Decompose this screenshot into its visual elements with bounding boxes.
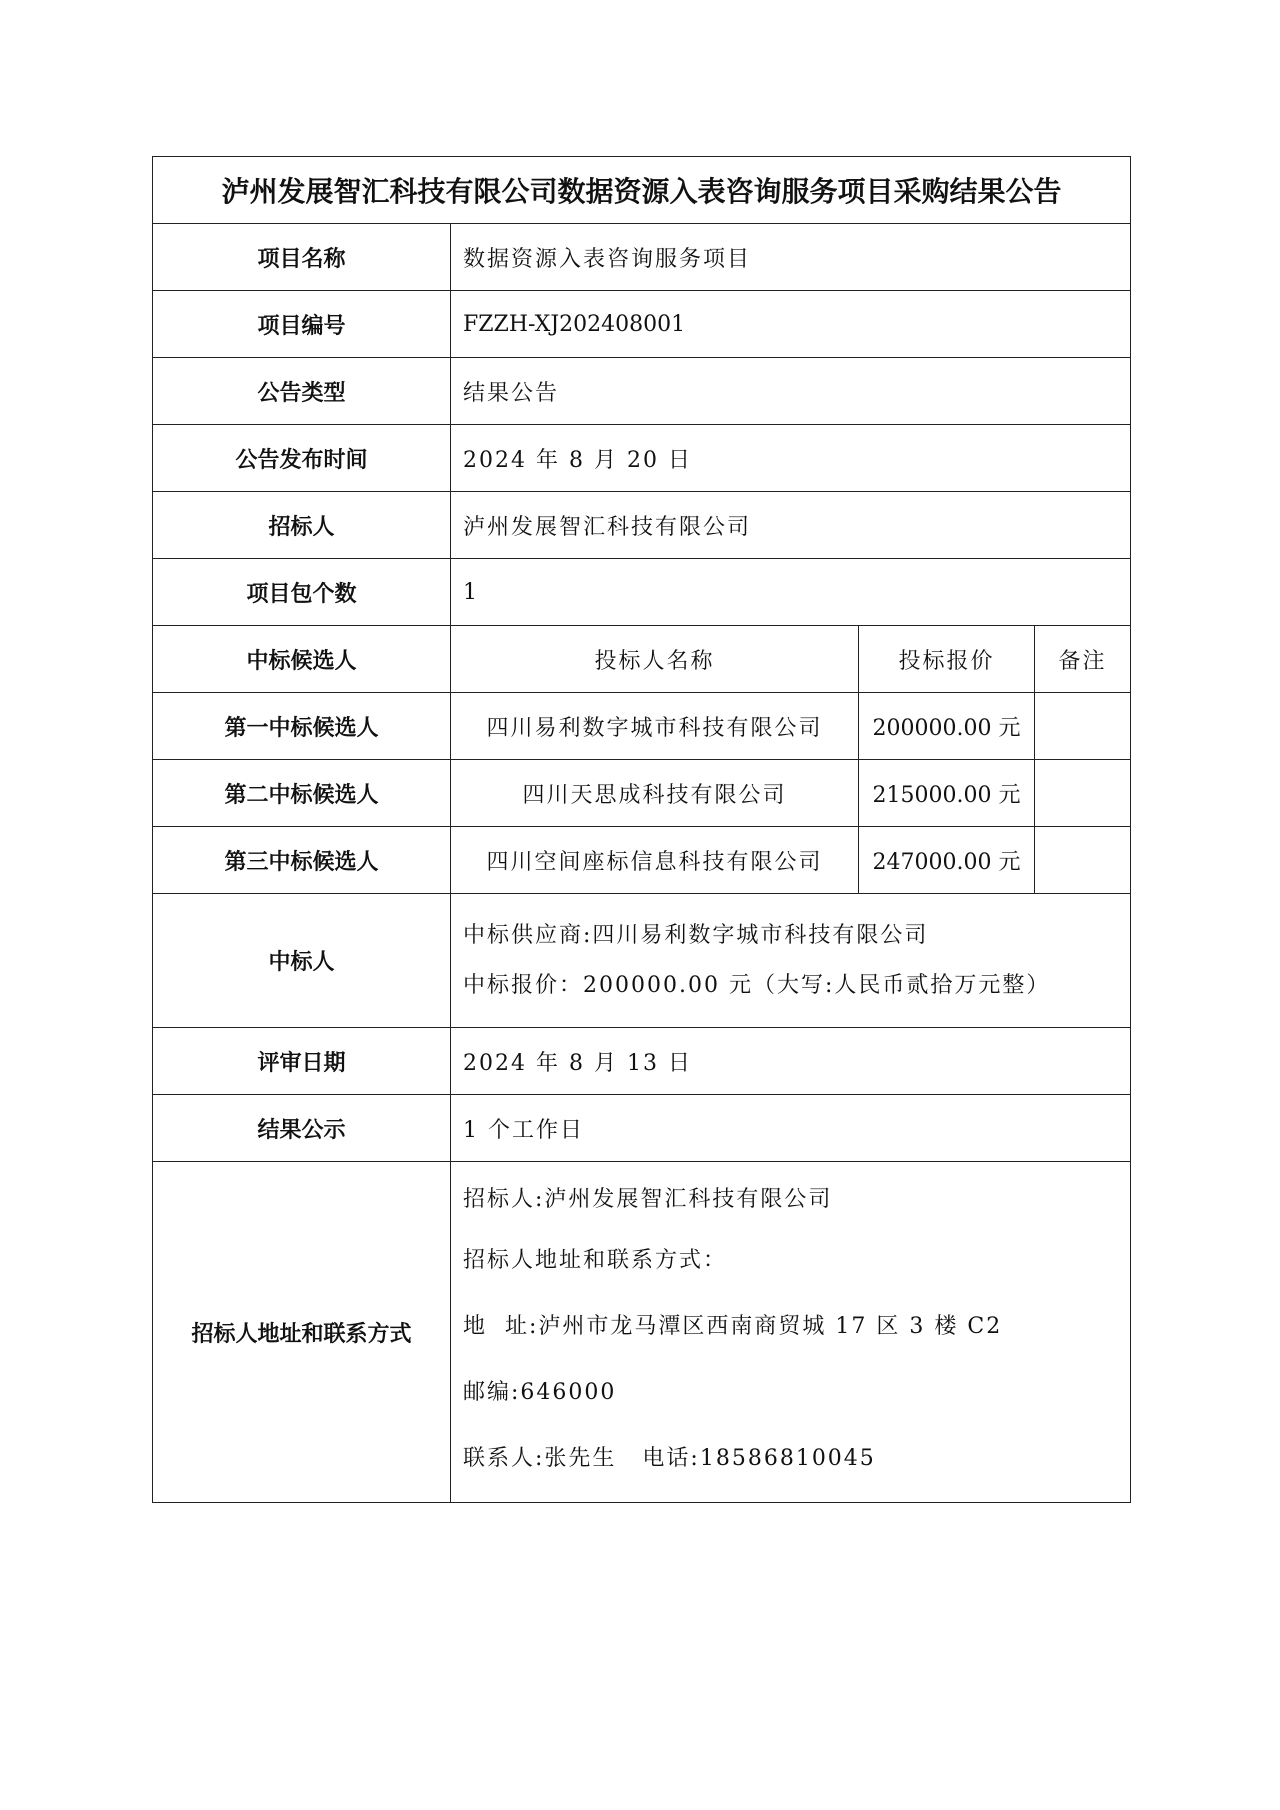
candidate-price: 247000.00 元 <box>859 827 1035 894</box>
package-count-value: 1 <box>451 559 1131 626</box>
candidate-remark <box>1035 693 1131 760</box>
contact-phone: 电话:18586810045 <box>642 1446 876 1471</box>
bid-price-header: 投标报价 <box>859 626 1035 693</box>
contact-person: 联系人:张先生 <box>463 1446 617 1471</box>
candidates-header-row <box>153 626 1131 693</box>
publish-date-label: 公告发布时间 <box>153 425 451 492</box>
notice-title: 泸州发展智汇科技有限公司数据资源入表咨询服务项目采购结果公告 <box>153 157 1131 224</box>
project-name-value: 数据资源入表咨询服务项目 <box>451 224 1131 291</box>
package-count-label: 项目包个数 <box>153 559 451 626</box>
candidate-remark <box>1035 827 1131 894</box>
winner-row <box>153 894 1131 1028</box>
candidate-bidder: 四川空间座标信息科技有限公司 <box>451 827 859 894</box>
tenderer-value: 泸州发展智汇科技有限公司 <box>451 492 1131 559</box>
remark-header: 备注 <box>1035 626 1131 693</box>
project-number-label: 项目编号 <box>153 291 451 358</box>
contact-row <box>153 1162 1131 1503</box>
project-number-row <box>153 291 1131 358</box>
winner-price: 中标报价：200000.00 元（大写:人民币贰拾万元整） <box>463 972 1051 998</box>
project-number-value: FZZH-XJ202408001 <box>451 291 1131 358</box>
candidate-rank: 第三中标候选人 <box>153 827 451 894</box>
candidates-label: 中标候选人 <box>153 626 451 693</box>
candidate-row <box>153 827 1131 894</box>
contact-postcode: 邮编:646000 <box>463 1380 617 1405</box>
project-name-label: 项目名称 <box>153 224 451 291</box>
winner-details <box>451 894 1131 1028</box>
result-publicity-row <box>153 1095 1131 1162</box>
result-publicity-value: 1 个工作日 <box>451 1095 1131 1162</box>
candidate-price: 215000.00 元 <box>859 760 1035 827</box>
candidate-bidder: 四川天思成科技有限公司 <box>451 760 859 827</box>
winner-label: 中标人 <box>153 894 451 1028</box>
notice-type-label: 公告类型 <box>153 358 451 425</box>
notice-table <box>152 156 1131 1503</box>
tenderer-label: 招标人 <box>153 492 451 559</box>
project-name-row <box>153 224 1131 291</box>
candidate-price: 200000.00 元 <box>859 693 1035 760</box>
package-count-row <box>153 559 1131 626</box>
contact-heading: 招标人地址和联系方式： <box>463 1248 728 1273</box>
bidder-name-header: 投标人名称 <box>451 626 859 693</box>
review-date-row <box>153 1028 1131 1095</box>
candidate-remark <box>1035 760 1131 827</box>
candidate-bidder: 四川易利数字城市科技有限公司 <box>451 693 859 760</box>
contact-person-line <box>463 1426 1118 1492</box>
publish-date-value: 2024 年 8 月 20 日 <box>451 425 1131 492</box>
contact-address: 地 址:泸州市龙马潭区西南商贸城 17 区 3 楼 C2 <box>463 1314 1003 1339</box>
review-date-value: 2024 年 8 月 13 日 <box>451 1028 1131 1095</box>
candidate-rank: 第一中标候选人 <box>153 693 451 760</box>
candidate-row <box>153 693 1131 760</box>
publish-date-row <box>153 425 1131 492</box>
tenderer-row <box>153 492 1131 559</box>
notice-type-value: 结果公告 <box>451 358 1131 425</box>
result-publicity-label: 结果公示 <box>153 1095 451 1162</box>
contact-label: 招标人地址和联系方式 <box>153 1162 451 1503</box>
contact-details <box>451 1162 1131 1503</box>
candidate-row <box>153 760 1131 827</box>
candidate-rank: 第二中标候选人 <box>153 760 451 827</box>
notice-type-row <box>153 358 1131 425</box>
contact-tenderer: 招标人:泸州发展智汇科技有限公司 <box>463 1187 833 1212</box>
notice-document <box>152 156 1130 1503</box>
winner-supplier: 中标供应商:四川易利数字城市科技有限公司 <box>463 922 929 948</box>
review-date-label: 评审日期 <box>153 1028 451 1095</box>
